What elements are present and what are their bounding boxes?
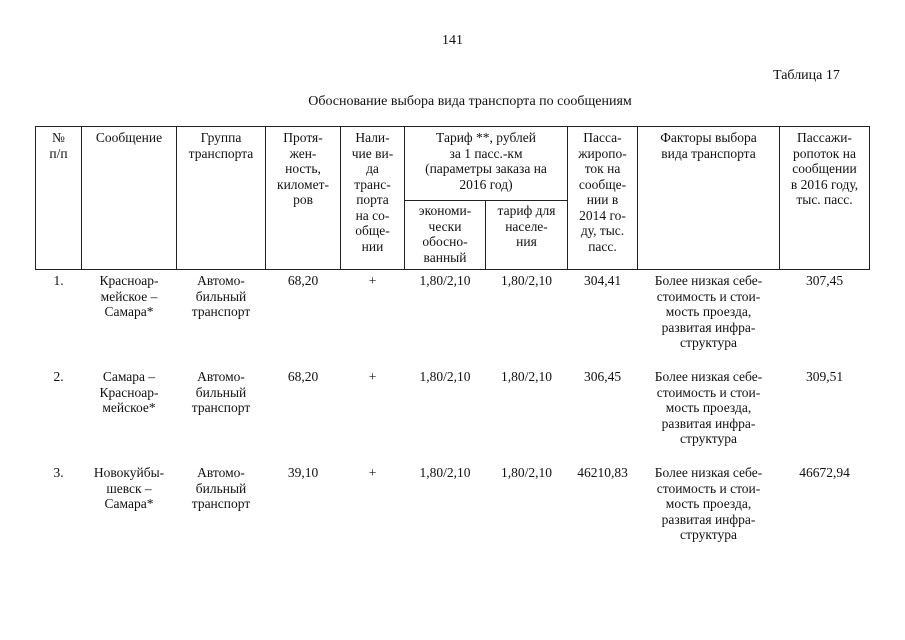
cell-length: 68,20: [287, 369, 319, 384]
cell-tariff-pop: 1,80/2,10: [500, 273, 552, 288]
cell-presence: +: [368, 273, 377, 288]
cell-tariff-econ: 1,80/2,10: [419, 273, 471, 288]
cell-tariff-pop: 1,80/2,10: [500, 465, 552, 480]
cell-length: 39,10: [287, 465, 319, 480]
header-presence: Нали- чие ви- да транс- порта на со- обще- нии: [341, 127, 405, 270]
cell-presence: +: [368, 465, 377, 480]
transport-table: [35, 126, 870, 555]
header-num: № п/п: [36, 127, 82, 270]
cell-flow-2014: 306,45: [583, 369, 622, 384]
cell-length: 68,20: [287, 273, 319, 288]
cell-factors: Более низкая себе- стоимость и стои- мость проезда, развитая инфра- структура: [654, 369, 763, 446]
cell-route: Самара – Красноар- мейское*: [99, 369, 159, 415]
table-row: [36, 369, 870, 465]
table-row: [36, 273, 870, 369]
cell-flow-2016: 307,45: [805, 273, 844, 288]
table-row: [36, 465, 870, 555]
cell-flow-2016: 46672,94: [799, 465, 850, 480]
cell-tariff-pop: 1,80/2,10: [500, 369, 552, 384]
cell-route: Новокуйбы- шевск – Самара*: [93, 465, 165, 511]
cell-factors: Более низкая себе- стоимость и стои- мость проезда, развитая инфра- структура: [654, 273, 763, 350]
header-flow-2016: Пассажи- ропоток на сообщении в 2016 году, тыс. пасс.: [780, 127, 870, 270]
page-number: 141: [442, 33, 463, 48]
cell-group: Автомо- бильный транспорт: [191, 369, 251, 415]
cell-group: Автомо- бильный транспорт: [191, 465, 251, 511]
table-label: Таблица 17: [773, 68, 840, 83]
header-tariff-econ: экономи- чески обосно- ванный: [405, 201, 486, 270]
cell-tariff-econ: 1,80/2,10: [419, 465, 471, 480]
cell-flow-2014: 46210,83: [577, 465, 628, 480]
header-factors: Факторы выбора вида транспорта: [638, 127, 780, 270]
table-header: [36, 127, 870, 270]
document-title: Обоснование выбора вида транспорта по сообщениям: [308, 94, 632, 109]
cell-factors: Более низкая себе- стоимость и стои- мость проезда, развитая инфра- структура: [654, 465, 763, 542]
cell-num: 1.: [53, 273, 64, 288]
cell-flow-2016: 309,51: [805, 369, 844, 384]
cell-num: 3.: [53, 465, 64, 480]
header-route: Сообщение: [82, 127, 177, 270]
cell-presence: +: [368, 369, 377, 384]
header-flow-2014: Пасса- жиропо- ток на сообще- нии в 2014 го- ду, тыс. пасс.: [568, 127, 638, 270]
cell-num: 2.: [53, 369, 64, 384]
header-tariff-pop: тариф для населе- ния: [486, 201, 568, 270]
table-body: [36, 270, 870, 556]
cell-flow-2014: 304,41: [583, 273, 622, 288]
header-length: Протя- жен- ность, километ- ров: [266, 127, 341, 270]
cell-route: Красноар- мейское – Самара*: [99, 273, 159, 319]
header-tariff: Тариф **, рублей за 1 пасс.-км (параметры заказа на 2016 год): [405, 127, 568, 201]
header-group: Группа транспорта: [177, 127, 266, 270]
cell-group: Автомо- бильный транспорт: [191, 273, 251, 319]
cell-tariff-econ: 1,80/2,10: [419, 369, 471, 384]
